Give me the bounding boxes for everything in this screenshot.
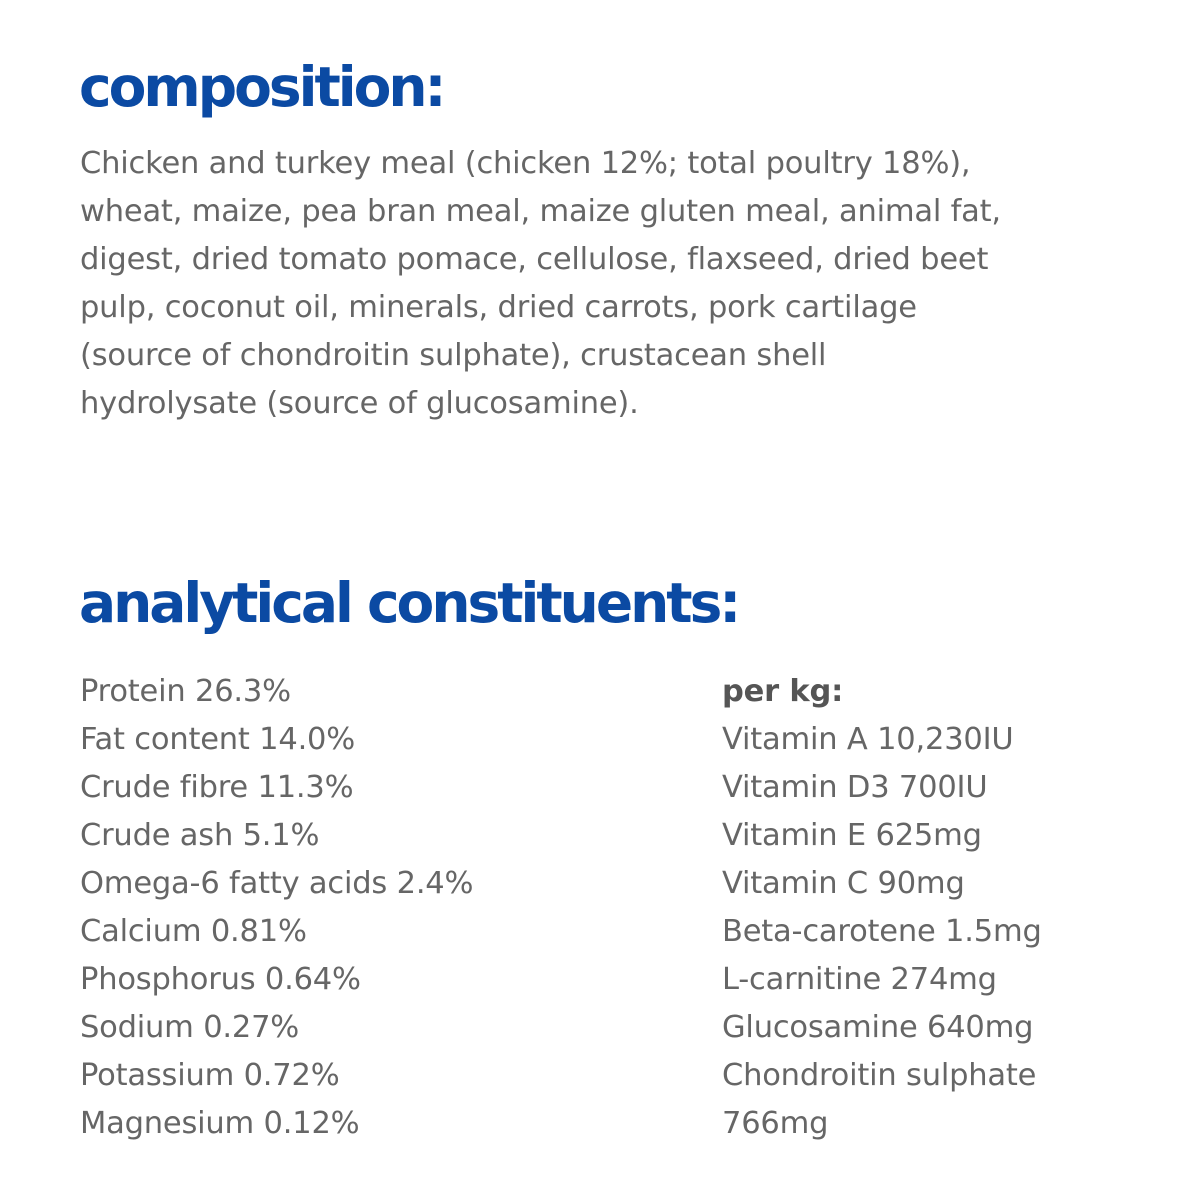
vitamin-item: Vitamin D3 700IU — [722, 770, 988, 805]
vitamin-item: Vitamin A 10,230IU — [722, 722, 1014, 757]
composition-line: wheat, maize, pea bran meal, maize gluten meal, animal fat, — [80, 194, 1001, 229]
vitamin-item: L-carnitine 274mg — [722, 962, 997, 997]
constituent-item: Protein 26.3% — [80, 674, 291, 709]
vitamin-item: Beta-carotene 1.5mg — [722, 914, 1042, 949]
analytical-constituents-heading: analytical constituents: — [79, 571, 739, 635]
composition-line: digest, dried tomato pomace, cellulose, flaxseed, dried beet — [80, 242, 989, 277]
constituent-item: Crude fibre 11.3% — [80, 770, 354, 805]
composition-line: hydrolysate (source of glucosamine). — [80, 386, 639, 421]
vitamin-item: 766mg — [722, 1106, 829, 1141]
constituents-list-right — [722, 668, 1042, 1148]
constituent-item: Fat content 14.0% — [80, 722, 356, 757]
constituent-item: Calcium 0.81% — [80, 914, 307, 949]
constituent-item: Magnesium 0.12% — [80, 1106, 360, 1141]
constituent-item: Phosphorus 0.64% — [80, 962, 361, 997]
vitamin-item: Glucosamine 640mg — [722, 1010, 1034, 1045]
vitamin-item: Vitamin C 90mg — [722, 866, 965, 901]
composition-text — [80, 140, 1140, 428]
composition-heading: composition: — [79, 55, 444, 119]
constituent-item: Sodium 0.27% — [80, 1010, 300, 1045]
constituent-item: Potassium 0.72% — [80, 1058, 340, 1093]
composition-line: pulp, coconut oil, minerals, dried carrots, pork cartilage — [80, 290, 917, 325]
constituent-item: Crude ash 5.1% — [80, 818, 320, 853]
vitamin-item: Chondroitin sulphate — [722, 1058, 1037, 1093]
composition-line: Chicken and turkey meal (chicken 12%; total poultry 18%), — [80, 146, 971, 181]
vitamin-item: Vitamin E 625mg — [722, 818, 982, 853]
constituent-item: Omega-6 fatty acids 2.4% — [80, 866, 474, 901]
constituents-list-left — [80, 668, 473, 1148]
composition-line: (source of chondroitin sulphate), crustacean shell — [80, 338, 827, 373]
per-kg-label: per kg: — [722, 674, 844, 709]
